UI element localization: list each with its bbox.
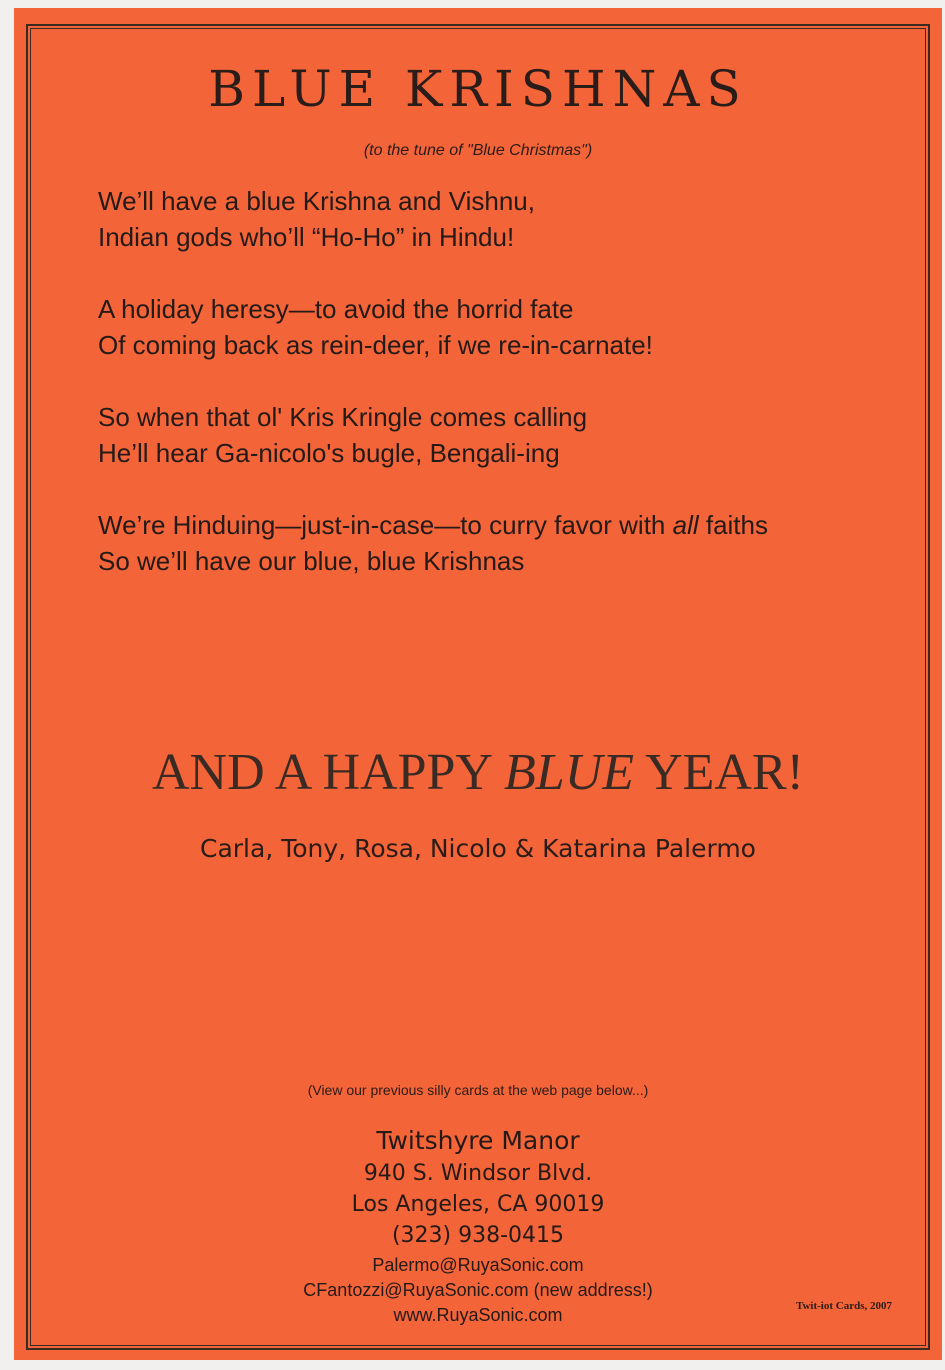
email-link[interactable]: CFantozzi@RuyaSonic.com (new address!) xyxy=(303,1280,653,1300)
lyric-line: He’ll hear Ga-nicolo's bugle, Bengali-ing xyxy=(98,438,560,468)
website-link[interactable]: www.RuyaSonic.com xyxy=(393,1305,563,1325)
address-street: 940 S. Windsor Blvd. xyxy=(363,1161,593,1186)
card-subtitle: (to the tune of "Blue Christmas") xyxy=(363,142,593,159)
address-city: Los Angeles, CA 90019 xyxy=(351,1192,605,1217)
happy-new-year-greeting xyxy=(14,743,942,802)
lyric-text: faiths xyxy=(698,510,768,540)
lyric-emphasis: all xyxy=(672,510,699,540)
lyric-line: We’ll have a blue Krishna and Vishnu, xyxy=(98,186,535,216)
lyric-line: Of coming back as rein-deer, if we re-in-carnate! xyxy=(98,330,653,360)
greeting-text: YEAR! xyxy=(634,744,804,801)
email-link[interactable]: Palermo@RuyaSonic.com xyxy=(372,1255,584,1275)
lyric-line xyxy=(98,507,898,543)
stanza-4 xyxy=(98,507,898,579)
lyric-line: So when that ol' Kris Kringle comes calling xyxy=(98,402,588,432)
lyrics xyxy=(98,183,898,615)
lyric-line: Indian gods who’ll “Ho-Ho” in Hindu! xyxy=(98,222,515,252)
card-title: BLUE KRISHNAS xyxy=(208,60,748,118)
view-note: (View our previous silly cards at the web page below...) xyxy=(307,1082,649,1098)
signers: Carla, Tony, Rosa, Nicolo & Katarina Palermo xyxy=(200,834,756,863)
contacts xyxy=(14,1253,942,1328)
address-name: Twitshyre Manor xyxy=(376,1126,580,1155)
greeting-text: AND A HAPPY xyxy=(152,744,505,801)
mailing-address xyxy=(14,1124,942,1251)
card-credit: Twit-iot Cards, 2007 xyxy=(795,1300,892,1312)
lyric-line: A holiday heresy—to avoid the horrid fate xyxy=(98,294,574,324)
stanza-2 xyxy=(98,291,898,363)
lyric-text: We’re Hinduing—just-in-case—to curry favor with xyxy=(98,510,673,540)
greeting-card xyxy=(14,8,942,1360)
greeting-emphasis: BLUE xyxy=(504,744,635,801)
address-phone: (323) 938-0415 xyxy=(391,1223,565,1248)
lyric-line: So we’ll have our blue, blue Krishnas xyxy=(98,546,525,576)
stanza-3 xyxy=(98,399,898,471)
stanza-1 xyxy=(98,183,898,255)
